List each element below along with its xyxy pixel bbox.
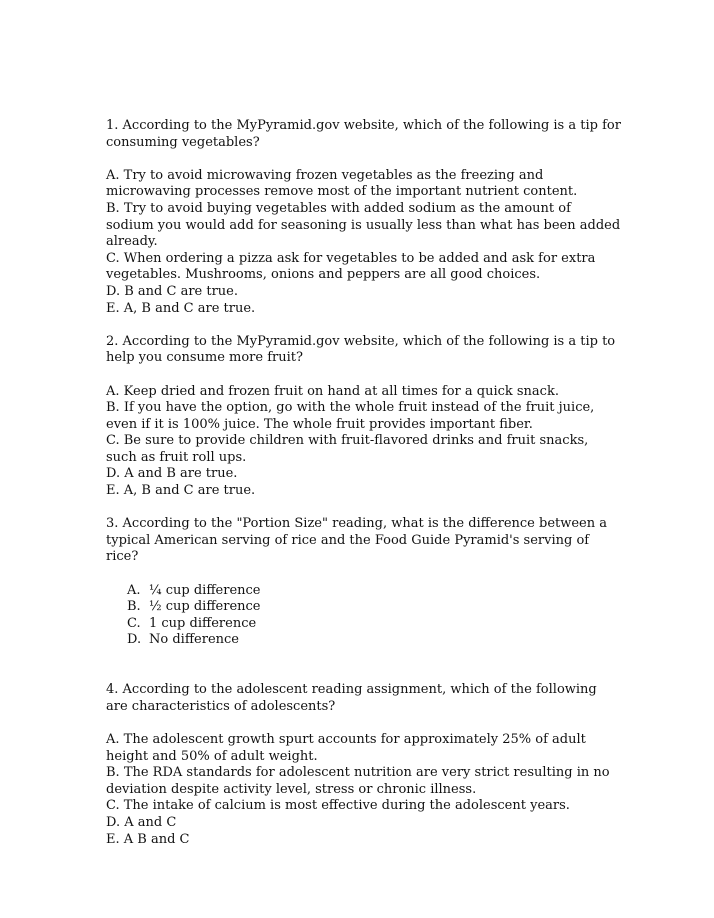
question-1 — [106, 118, 622, 317]
answer-option: E. A, B and C are true. — [106, 300, 256, 316]
question-3 — [106, 516, 622, 649]
document-page — [106, 118, 622, 848]
question-stem: 4. According to the adolescent reading assignment, which of the following are characteristics of adolescents? — [106, 682, 597, 714]
answer-option: C. When ordering a pizza ask for vegetables to be added and ask for extra vegetables. Mushrooms, onions and peppers are all good choices. — [106, 250, 596, 283]
answer-option: D. A and C — [106, 814, 177, 830]
answer-option: B. If you have the option, go with the whole fruit instead of the fruit juice, even if it is 100% juice. The whole fruit provides important fiber. — [106, 400, 595, 432]
question-stem: 2. According to the MyPyramid.gov website, which of the following is a tip to help you consume more fruit? — [106, 333, 616, 366]
question-2 — [106, 334, 622, 500]
question-stem: 1. According to the MyPyramid.gov website, which of the following is a tip for consuming vegetables? — [106, 118, 621, 150]
answer-option: A. The adolescent growth spurt accounts for approximately 25% of adult height and 50% of adult weight. — [106, 731, 586, 764]
answer-option: A. Keep dried and frozen fruit on hand at all times for a quick snack. — [106, 383, 559, 399]
answer-option: D. B and C are true. — [106, 283, 238, 299]
answer-option: E. A, B and C are true. — [106, 483, 256, 499]
option-text: ½ cup difference — [149, 599, 261, 615]
list-item — [127, 616, 622, 633]
list-item — [127, 632, 622, 649]
option-text: ¼ cup difference — [149, 582, 261, 598]
answer-option: B. Try to avoid buying vegetables with added sodium as the amount of sodium you would add for seasoning is usually less than what has been added already. — [106, 200, 621, 250]
option-text: 1 cup difference — [149, 615, 257, 631]
list-item — [127, 599, 622, 616]
answer-option: C. The intake of calcium is most effective during the adolescent years. — [106, 798, 570, 814]
answer-option: C. Be sure to provide children with fruit-flavored drinks and fruit snacks, such as fruit roll ups. — [106, 433, 589, 465]
option-letter: A. — [127, 582, 141, 598]
option-letter: C. — [127, 615, 141, 631]
answer-list — [106, 583, 622, 649]
option-letter: B. — [127, 599, 141, 615]
option-letter: D. — [127, 632, 142, 648]
question-stem: 3. According to the "Portion Size" reading, what is the difference between a typical American serving of rice and the Food Guide Pyramid's serving of rice? — [106, 516, 608, 565]
question-4 — [106, 682, 622, 848]
answer-option: A. Try to avoid microwaving frozen vegetables as the freezing and microwaving processes remove most of the important nutrient content. — [106, 167, 578, 200]
answer-option: E. A B and C — [106, 831, 190, 847]
option-text: No difference — [149, 632, 239, 648]
answer-option: B. The RDA standards for adolescent nutrition are very strict resulting in no deviation despite activity level, stress or chronic illness. — [106, 765, 610, 797]
answer-option: D. A and B are true. — [106, 466, 238, 482]
list-item — [127, 583, 622, 600]
